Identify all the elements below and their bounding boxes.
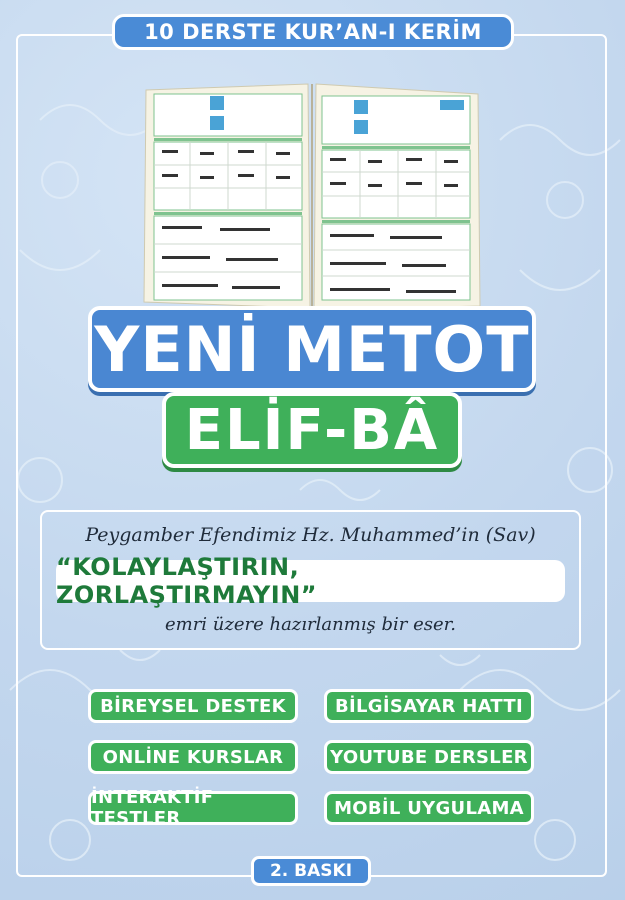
subtitle: ELİF-BÂ: [162, 392, 462, 468]
quote-box: [40, 510, 581, 650]
feature-interaktif-testler: İNTERAKTİF TESTLER: [88, 791, 298, 825]
feature-bireysel-destek: BİREYSEL DESTEK: [88, 689, 298, 723]
feature-youtube-dersler: YOUTUBE DERSLER: [324, 740, 534, 774]
series-title: 10 DERSTE KUR’AN-I KERİM: [112, 14, 514, 50]
quote-banner: [56, 553, 565, 609]
feature-mobil-uygulama: MOBİL UYGULAMA: [324, 791, 534, 825]
edition-badge: 2. BASKI: [251, 856, 371, 886]
open-book-illustration: [140, 80, 485, 315]
feature-online-kurslar: ONLİNE KURSLAR: [88, 740, 298, 774]
feature-bilgisayar-hatti: BİLGİSAYAR HATTI: [324, 689, 534, 723]
quote-text: “KOLAYLAŞTIRIN, ZORLAŞTIRMAYIN”: [56, 553, 318, 609]
quote-outro: emri üzere hazırlanmış bir eser.: [164, 614, 457, 635]
main-title: YENİ METOT: [88, 306, 536, 392]
quote-intro: Peygamber Efendimiz Hz. Muhammed’in (Sav): [85, 524, 536, 546]
